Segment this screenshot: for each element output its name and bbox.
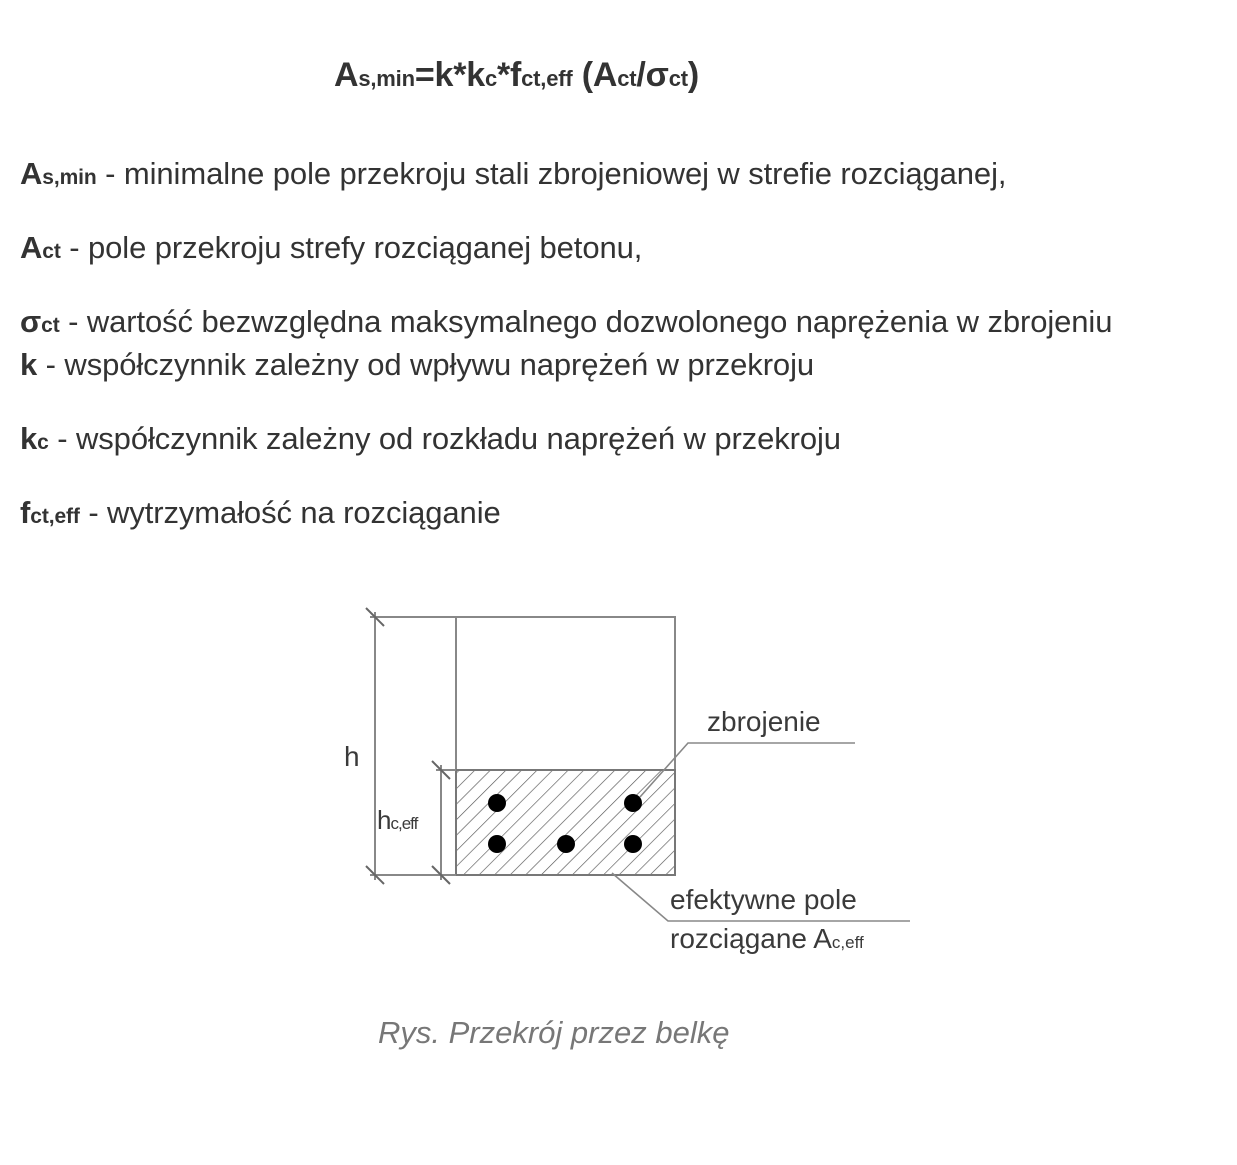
formula-act-subscript: ct [617, 66, 637, 91]
formula-lhs: A [334, 56, 359, 94]
formula-kc-subscript: c [484, 66, 497, 91]
definition-symbol: As,min [20, 156, 97, 191]
formula-f-subscript: ct,eff [521, 66, 573, 91]
definition-text: - pole przekroju strefy rozciąganej betonu, [60, 230, 643, 265]
definition-symbol: kc [20, 421, 49, 456]
label-hceff: hc,eff [377, 805, 418, 835]
label-rebar: zbrojenie [707, 706, 821, 737]
rebar [624, 794, 642, 812]
tension-zone-hatch [456, 770, 675, 875]
label-area-line1: efektywne pole [670, 884, 857, 915]
definition-text: - wartość bezwzględna maksymalnego dozwolonego naprężenia w zbrojeniu [59, 304, 1113, 339]
definition-text: - współczynnik zależny od wpływu naprężeń w przekroju [37, 347, 814, 382]
formula-sigma: /σ [636, 56, 669, 94]
rebar [557, 835, 575, 853]
formula-f: *f [496, 56, 522, 94]
rebar [624, 835, 642, 853]
definition-symbol: k [20, 347, 38, 382]
definition-text: - wytrzymałość na rozciąganie [79, 495, 501, 530]
formula-k-kc: =k*k [414, 56, 485, 94]
definition-symbol: σct [20, 304, 60, 339]
figure-caption: Rys. Przekrój przez belkę [378, 1015, 730, 1050]
rebar [488, 835, 506, 853]
formula-close: ) [687, 56, 700, 94]
formula-sigma-subscript: ct [668, 66, 688, 91]
label-area-line2: rozciągane Ac,eff [670, 923, 864, 954]
definition-symbol: fct,eff [20, 495, 80, 530]
rebar [488, 794, 506, 812]
definition-symbol: Act [20, 230, 61, 265]
definition-text: - współczynnik zależny od rozkładu naprężeń w przekroju [48, 421, 841, 456]
definition-text: - minimalne pole przekroju stali zbrojeniowej w strefie rozciąganej, [96, 156, 1007, 191]
formula-act: (A [572, 56, 618, 94]
formula-lhs-subscript: s,min [358, 66, 415, 91]
label-h: h [344, 741, 360, 772]
